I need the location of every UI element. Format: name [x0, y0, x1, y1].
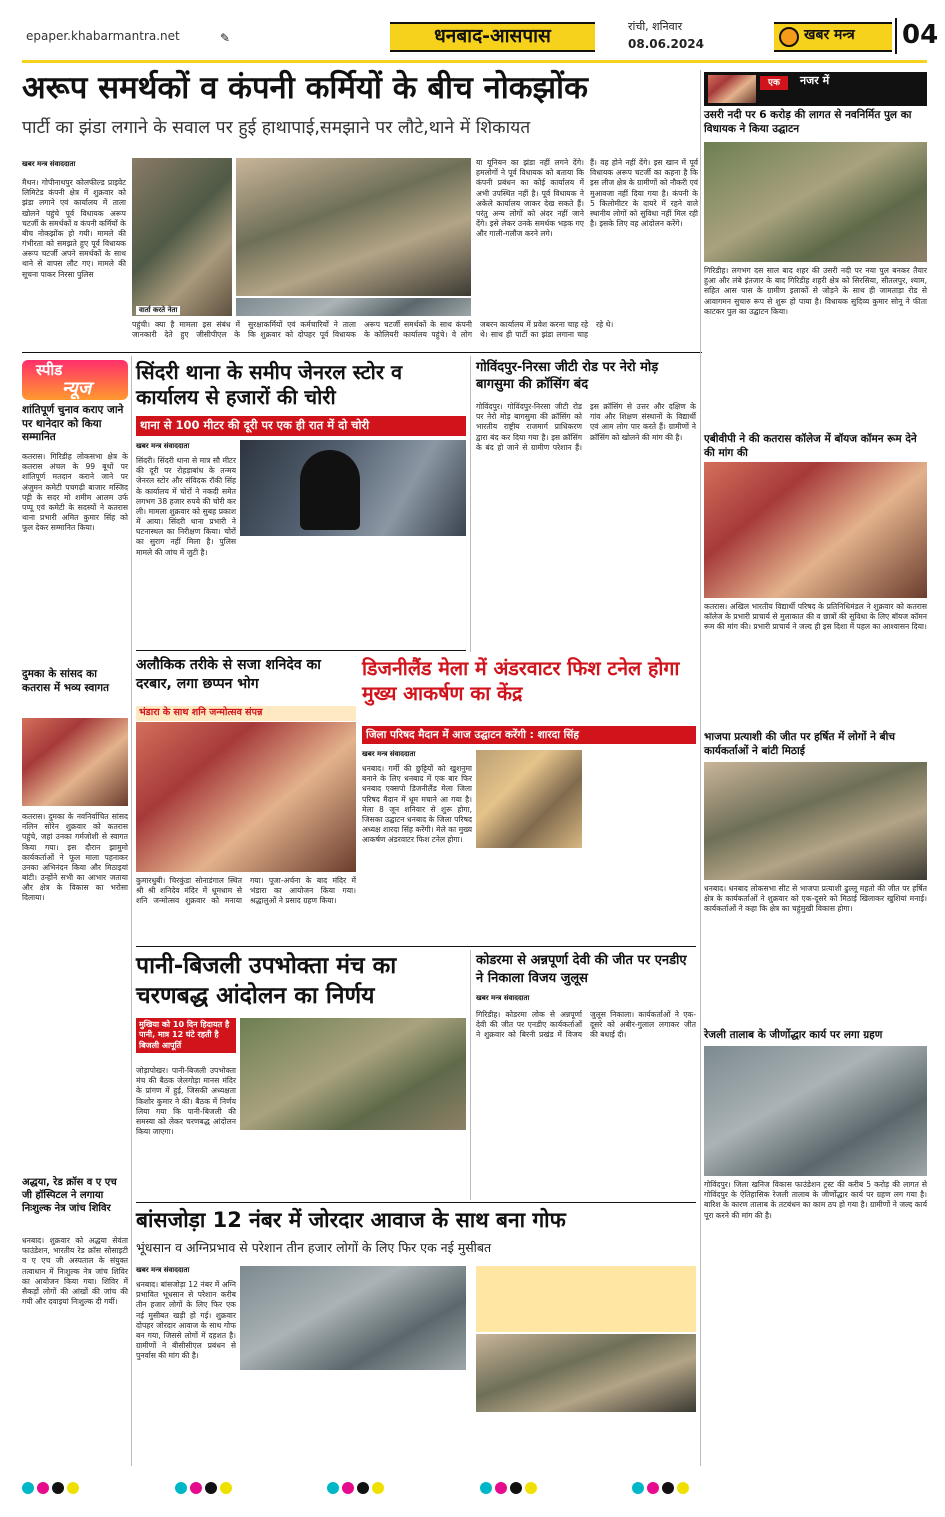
pani-photo: [240, 1018, 466, 1130]
speed-news-2-photo: [22, 718, 128, 806]
brand-name: खबर मन्त्र: [804, 27, 855, 43]
lead-col1: मैथन। गोपीनाथपुर कोलफील्ड प्राइवेट लिमिटेड कंपनी क्षेत्र में शुक्रवार को झंडा लगाने एवं कार्यालय में ताला खोलने पहुंचे पूर्व विधायक अरूप चटर्जी के समर्थकों व कंपनी कर्मियों के बीच नोकझोंक हो गयी। मामले की गंभीरता को समझते हुए पूर्व विधायक अरूप चटर्जी अपने समर्थकों के साथ थाने से वापस लौट गए। मामले की सूचना पाकर निरसा पुलिस: [22, 178, 126, 279]
speed-news-2-headline: दुमका के सांसद का कतरास में भव्य स्वागत: [22, 668, 110, 694]
sindri-strap: थाना से 100 मीटर की दूरी पर एक ही रात में दो चोरी: [136, 416, 466, 436]
lead-subhead: पार्टी का झंडा लगाने के सवाल पर हुई हाथापाई,समझाने पर लौटे,थाने में शिकायत: [22, 118, 531, 138]
sindri-text: सिंदरी। सिंदरी थाना से मात्र सौ मीटर की दूरी पर रोहड़ाबांध के तन्मय जेनरल स्टोर और संविदक रॉकी सिंह के कार्यालय में चोरों ने नकदी समेत लगभग 38 हजार रुपये की चोरी कर ली। मामला शुक्रवार को सुबह प्रकाश में आया। सिंदरी थाना प्रभारी ने घटनास्थल का निरीक्षण किया। चोरों का सुराग नहीं मिला है। पुलिस मामले की जांच में जुटी है।: [136, 456, 236, 557]
gobindpur-divider: [470, 356, 471, 652]
sidebar-4-text: गोविंदपुर। जिला खनिज विकास फाउंडेशन ट्रस्ट की करीब 5 करोड़ की लागत से गोविंदपुर के ऐतिहासिक रेजली तालाब के जीर्णोद्धार कार्य पर ग्रहण लग गया है। बारिश के कारण तालाब के तटबंधन का काम ठप हो गया है। ग्रामीणों ने जल्द कार्य पूरा करने की मांग की है।: [704, 1180, 927, 1220]
koderma-byline: खबर मन्त्र संवाददाता: [476, 994, 530, 1002]
shani-text: कुमारधुबी। चिरकुंडा सोनाडंगाल स्थित श्री श्री शनिदेव मंदिर में धूमधाम से शनि जन्मोत्सव शुक्रवार को मनाया गया। पूजा-अर्चना के बाद मंदिर में भंडारा का आयोजन किया गया। श्रद्धालुओं ने प्रसाद ग्रहण किया।: [136, 876, 356, 906]
sidebar-1-headline: उसरी नदी पर 6 करोड़ की लागत से नवनिर्मित पुल का विधायक ने किया उद्घाटन: [704, 109, 912, 136]
lead-headline: अरूप समर्थकों व कंपनी कर्मियों के बीच नोकझोंक: [22, 70, 588, 106]
masthead-rule: [22, 60, 927, 63]
gof-byline: खबर मन्त्र संवाददाता: [136, 1266, 190, 1274]
lead-photo-3: [236, 298, 471, 316]
sindri-byline: खबर मन्त्र संवाददाता: [136, 442, 190, 450]
disneyland-headline: डिजनीलैंड मेला में अंडरवाटर फिश टनेल होगा मुख्य आकर्षण का केंद्र: [362, 657, 680, 706]
disneyland-strap: जिला परिषद मैदान में आज उद्घाटन करेंगी : शारदा सिंह: [362, 726, 696, 744]
sidebar-1-photo: [704, 142, 927, 262]
sidebar-4-headline: रेजली तालाब के जीर्णोद्धार कार्य पर लगा ग्रहण: [704, 1029, 883, 1041]
pani-strap: मुखिया को 10 दिन हिदायत है पानी, मात्र 12 घंटे रहती है बिजली आपूर्ति: [136, 1018, 236, 1053]
disneyland-byline: खबर मन्त्र संवाददाता: [362, 750, 416, 758]
sidebar-1-text: गिरिडीह। लगभग दस साल बाद शहर की उसरी नदी पर नया पुल बनकर तैयार हुआ और लंबे इंतजार के बाद गिरिडीह शहरी क्षेत्र को सिरसिया, सीतलपुर, श्याम, सहित आस पास के ग्रामीण इलाकों से जोड़ने के साथ ही जामताड़ा रोड से आवागमन सुचारु रूप से शुरू हो पाया है। विधायक सुदिव्य कुमार सोनू ने फीता काटकर पुल का उद्घाटन किया।: [704, 266, 927, 316]
masthead: [22, 14, 939, 58]
sidebar-3-photo: [704, 762, 927, 880]
shani-photo: [136, 722, 356, 872]
sidebar-2-headline: एबीवीपी ने की कतरास कॉलेज में बॉयज कॉमन रूम देने की मांग की: [704, 433, 917, 460]
shani-strap: भंडारा के साथ शनि जन्मोत्सव संपन्न: [136, 706, 356, 721]
lead-photo-1: [132, 158, 232, 316]
sindri-text-cont: [240, 540, 466, 644]
section-title: धनबाद-आसपास: [434, 25, 551, 47]
gof-text: धनबाद। बांसजोड़ा 12 नंबर में अग्नि प्रभावित भूधसान से परेशान करीब तीन हजार लोगों के लिए फिर एक नई मुसीबत खड़ी हो गई। शुक्रवार दोपहर जोरदार आवाज के साथ गोफ बन गया, जिससे लोगों में दहशत है। ग्रामीणों ने बीसीसीएल प्रबंधन से पुनर्वास की मांग की है।: [136, 1280, 236, 1361]
lead-photo-2: [236, 158, 471, 296]
sidebar-4-photo: [704, 1046, 927, 1176]
lower-rule: [136, 1202, 696, 1203]
left-column-divider: [131, 356, 132, 1466]
brand-logo-icon: [779, 27, 799, 47]
page-number: 04: [895, 18, 938, 54]
gof-text-3: [240, 1374, 696, 1466]
sindri-photo-thief: [240, 440, 466, 536]
speed-news-3-text: धनबाद। शुक्रवार को अद्धया सेवंता फाउंडेशन, भारतीय रेड क्रॉस सोसाइटी व ए एच जी अस्पताल के संयुक्त तत्वाधान में निःशुल्क नेत्र जांच शिविर का आयोजन किया गया। शिविर में सैकड़ों लोगों की आंखों की जांच की गयी और दवाइयां निःशुल्क दी गयीं।: [22, 1236, 128, 1307]
lead-byline: खबर मन्त्र संवाददाता: [22, 160, 76, 168]
speed-news-3-headline: अद्धया, रेड क्रॉस व ए एच जी हॉस्पिटल ने लगाया निःशुल्क नेत्र जांच शिविर: [22, 1177, 117, 1214]
gof-photo-1: [240, 1266, 466, 1370]
pani-headline: पानी-बिजली उपभोक्ता मंच का चरणबद्ध आंदोलन का निर्णय: [136, 953, 397, 1009]
lead-col2: पहुंची। क्या है मामला इस संबंध में जानकारी देते हुए जीसीपीएल के सुरक्षाकर्मियों एवं कर्मचारियों ने ताला कि शुक्रवार को दोपहर पूर्व विधायक अरूप चटर्जी समर्थकों के साथ कंपनी के कोलियरी कार्यालय पहुंचे। वे लोग जबरन कार्यालय में प्रवेश करना चाह रहे थे। साथ ही पार्टी का झंडा लगाना चाह रहे थे।: [132, 320, 614, 340]
disneyland-photo: [476, 750, 582, 848]
shani-headline: अलौकिक तरीके से सजा शनिदेव का दरबार, लगा छप्पन भोग: [136, 657, 321, 692]
lead-col5: हैं। वह होने नहीं देंगे। इस खान में पूर्व विधायक अरूप चटर्जी का कहना है कि इस लीज क्षेत्र के ग्रामीणों को नौकरी एवं मुआवजा नहीं दिया गया है। कंपनी के 5 किलोमीटर के दायरे में रहने वाले स्थानीय लोगों को सुविधा नहीं मिल रही है। इसके लिए वह आंदोलन करेंगे।: [590, 158, 698, 229]
disneyland-text-cont: [476, 852, 582, 944]
gof-headline: बांसजोड़ा 12 नंबर में जोरदार आवाज के साथ बना गोफ: [136, 1208, 566, 1232]
mid-rule: [136, 946, 696, 947]
speed-news-badge: [22, 360, 128, 400]
cursor-icon: ✎: [220, 31, 231, 45]
sindri-headline: सिंदरी थाना के समीप जेनरल स्टोर व कार्यालय से हजारों की चोरी: [136, 360, 403, 409]
pani-text-cont: [240, 1134, 466, 1196]
gof-text-2: [480, 1270, 692, 1330]
koderma-text: गिरिडीह। कोडरमा लोक से अन्नपूर्णा देवी की जीत पर एनडीए कार्यकर्ताओं ने शुक्रवार को बिरनी प्रखंड में विजय जुलूस निकाला। कार्यकर्ताओं ने एक-दूसरे को अबीर-गुलाल लगाकर जीत की बधाई दी।: [476, 1010, 696, 1040]
dateline-date: 08.06.2024: [628, 37, 704, 51]
lead-bottom-rule: [22, 352, 702, 353]
disneyland-text: धनबाद। गर्मी की छुट्टियों को खुशनुमा बनाने के लिए धनबाद में एक बार फिर धनबाद एक्सपो डिजनीलैंड मेला जिला परिषद मैदान में धूम मचाने आ गया है। मेला 8 जून शनिवार से शुरू होगा, जिसका उद्घाटन धनबाद के जिला परिषद अध्यक्ष शारदा सिंह करेंगी। मेले का मुख्य आकर्षण अंडरवाटर फिश टनेल होगा।: [362, 764, 472, 845]
sidebar-tag: [704, 72, 927, 106]
sidebar-3-text: धनबाद। धनबाद लोकसभा सीट से भाजपा प्रत्याशी ढुल्लू महतो की जीत पर हर्षित क्षेत्र के कार्यकर्ताओं ने शुक्रवार को एक-दूसरे को मिठाई खिलाकर खुशियां मनाई। कार्यकर्ताओं ने कहा कि क्षेत्र का चहुंमुखी विकास होगा।: [704, 884, 927, 914]
sidebar-tag-left: एक: [760, 76, 788, 90]
speed-news-2-text: कतरास। दुमका के नवनिर्वाचित सांसद नलिन सोरेन शुक्रवार को कतरास पहुंचे, जहां उनका गर्मजोशी से स्वागत किया गया। इस दौरान झामुमो कार्यकर्ताओं ने फूल माला पहनाकर उनका अभिनंदन किया और मिठाइयां बांटी। उन्होंने सभी का आभार जताया और क्षेत्र के विकास का भरोसा दिलाया।: [22, 812, 128, 903]
koderma-headline: कोडरमा से अन्नपूर्णा देवी की जीत पर एनडीए ने निकाला विजय जुलूस: [476, 953, 687, 986]
speed-news-1-text: कतरास। गिरिडीह लोकसभा क्षेत्र के कतरास अंचल के 99 बूथों पर शांतिपूर्ण मतदान कराने जाने पर अंजुमन कमेटी पचगढ़ी बाजार मस्जिद पट्टी के सदर मो शमीम आलम उर्फ पप्पू एवं कमेटी के सदस्यों ने कतरास थाना प्रभारी अमित कुमार सिंह को फूल देकर सम्मानित किया।: [22, 452, 128, 533]
sidebar-divider: [700, 70, 701, 1466]
sidebar-3-headline: भाजपा प्रत्याशी की जीत पर हर्षित में लोगों ने बीच कार्यकर्ताओं ने बांटी मिठाई: [704, 731, 896, 758]
sidebar-2-photo: [704, 462, 927, 598]
lead-col3: या यूनियन का झंडा नहीं लगने देंगे। हमलोगों ने पूर्व विधायक को बताया कि कंपनी प्रबंधन का कोई कार्यालय में अभी उपस्थित नहीं है। पूर्व विधायक ने अकेले कार्यालय जाकर देख सकते हैं। परंतु अन्य लोगों को अंदर नहीं जाने देंगे। इसे लेकर उनके समर्थक भड़क गए और गाली-गलौज करने लगे।: [476, 158, 584, 239]
sidebar-tag-thumb: [708, 75, 756, 103]
pani-text: जोड़ापोखर। पानी-बिजली उपभोक्ता मंच की बैठक जेलगोड़ा मानस मंदिर के प्रांगण में हुई, जिसकी अध्यक्षता किशोर कुमार ने की। बैठक में निर्णय लिया गया कि पानी-बिजली की समस्या को लेकर चरणबद्ध आंदोलन किया जाएगा।: [136, 1066, 236, 1137]
koderma-divider: [470, 950, 471, 1200]
sidebar-tag-right: नजर में: [800, 74, 830, 87]
speed-news-top: स्पीड: [36, 361, 63, 379]
gobindpur-text: गोविंदपुर। गोविंदपुर-निरसा जीटी रोड पर नेरो मोड़ बागसुमा की क्रॉसिंग को भारतीय राष्ट्रीय राजमार्ग प्राधिकरण द्वारा बंद कर दिया गया है। इस क्रॉसिंग के बंद हो जाने से ग्रामीण परेशान हैं। इस क्रॉसिंग से उत्तर और दक्षिण के गांव और शिक्षण संस्थानों के विद्यार्थी एवं आम लोग पार करते हैं। ग्रामीणों ने क्रॉसिंग को खोलने की मांग की है।: [476, 402, 696, 452]
lead-photo-caption: वार्ता करते नेता: [136, 306, 180, 315]
sindri-bottom-rule: [136, 650, 466, 651]
footer-registration-marks: [22, 1482, 927, 1502]
gof-strap: भूंधसान व अग्निप्रभाव से परेशान तीन हजार लोगों के लिए फिर एक नई मुसीबत: [136, 1240, 492, 1255]
speed-news-1-headline: शांतिपूर्ण चुनाव कराए जाने पर थानेदार को किया सम्मानित: [22, 404, 124, 444]
sidebar-2-text: कतरास। अखिल भारतीय विद्यार्थी परिषद के प्रतिनिधिमंडल ने शुक्रवार को कतरास कॉलेज के प्रभारी प्राचार्य से मुलाकात की व छात्रों की सुविधा के लिए बॉयज कॉमन रूम की मांग की। प्रभारी प्राचार्य ने जल्द ही इस दिशा में पहल का आश्वासन दिया।: [704, 602, 927, 632]
dateline-city: रांची, शनिवार: [628, 20, 683, 33]
thief-figure-icon: [300, 450, 360, 530]
website-url[interactable]: epaper.khabarmantra.net: [26, 29, 180, 43]
disneyland-text-side: [588, 750, 696, 944]
speed-news-bottom: न्यूज: [62, 378, 92, 399]
gobindpur-headline: गोविंदपुर-निरसा जीटी रोड पर नेरो मोड़ बागसुमा की क्रॉसिंग बंद: [476, 360, 659, 392]
